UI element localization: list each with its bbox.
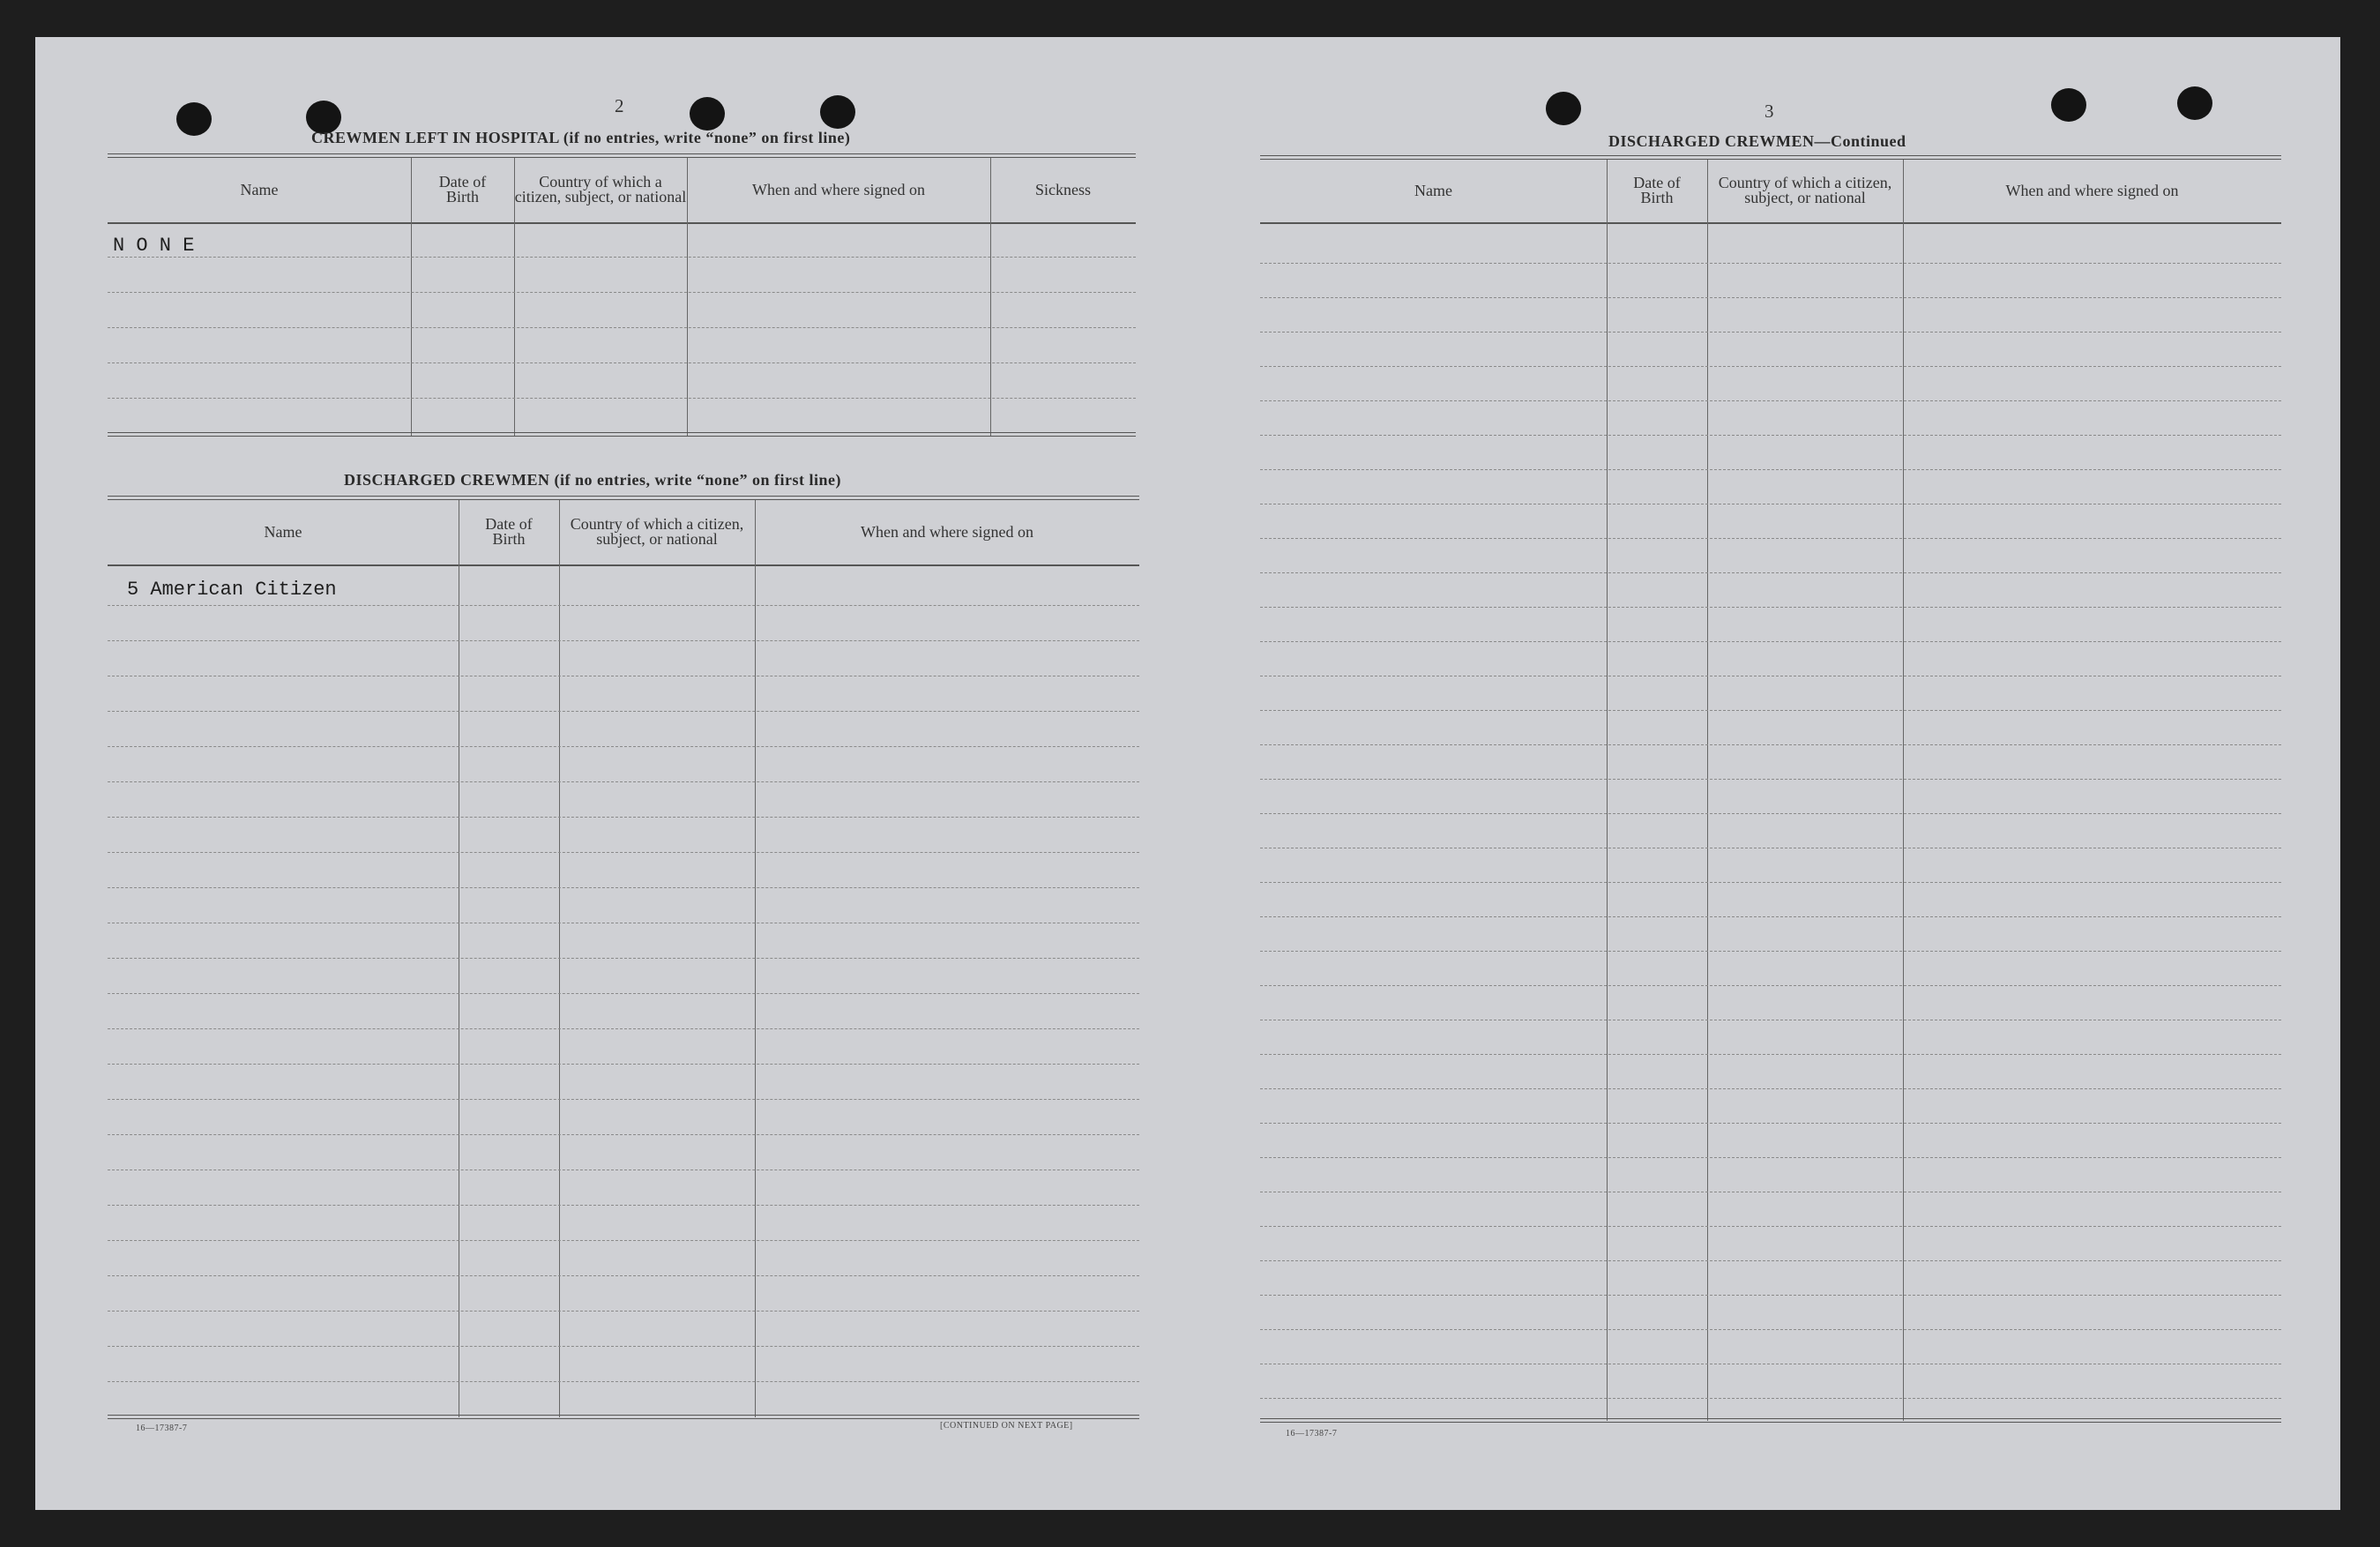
hospital-table (108, 153, 1136, 480)
col-header-date-of-birth (411, 159, 514, 220)
discharged-continued-table (1260, 155, 2281, 1461)
col-header-name: Name (264, 522, 302, 541)
continued-note: [CONTINUED ON NEXT PAGE] (940, 1421, 1073, 1431)
col-header-country: Country of which a citizen, subject, or national (570, 515, 744, 548)
col-header-signed-on: When and where signed on (2005, 181, 2179, 199)
discharged-first-entry: 5 American Citizen (127, 579, 337, 601)
col-header-date-of-birth (1607, 161, 1707, 220)
right-title-suffix: —Continued (1814, 132, 1906, 150)
col-header-dob-text: Date of Birth (1633, 174, 1681, 206)
col-header-dob-text: Date of Birth (438, 173, 487, 206)
hospital-section-title (311, 129, 850, 147)
col-header-signed-on: When and where signed on (752, 180, 925, 198)
col-header-country: Country of which a citizen, subject, or national (1718, 174, 1892, 206)
discharged-table (108, 496, 1139, 1457)
punch-hole (2177, 86, 2212, 120)
right-section-title (1608, 132, 1906, 151)
col-header-sickness: Sickness (1035, 180, 1091, 198)
form-number-left: 16—17387-7 (136, 1424, 188, 1433)
form-number-right: 16—17387-7 (1286, 1429, 1338, 1439)
page-number-right: 3 (1764, 101, 1774, 122)
col-header-country: Country of which a citizen, subject, or national (514, 173, 687, 206)
discharged-title-text: DISCHARGED CREWMEN (344, 471, 550, 489)
col-header-signed-on: When and where signed on (861, 522, 1033, 541)
hospital-title-instruction: (if no entries, write “none” on first line) (563, 129, 851, 146)
col-header-date-of-birth (459, 501, 559, 563)
punch-hole (1546, 92, 1581, 125)
hospital-first-entry: N O N E (113, 235, 195, 257)
punch-hole (820, 95, 855, 129)
discharged-title-instruction: (if no entries, write “none” on first line) (554, 471, 841, 489)
col-header-name: Name (240, 180, 279, 198)
punch-hole (176, 102, 212, 136)
discharged-section-title (344, 471, 841, 490)
punch-hole (2051, 88, 2086, 122)
col-header-name: Name (1414, 181, 1452, 199)
punch-hole (690, 97, 725, 131)
document-sheet (35, 37, 2340, 1510)
hospital-title-text: CREWMEN LEFT IN HOSPITAL (311, 129, 559, 146)
page-number-left: 2 (615, 95, 624, 116)
col-header-dob-text: Date of Birth (485, 515, 533, 548)
right-title-text: DISCHARGED CREWMEN (1608, 132, 1815, 150)
